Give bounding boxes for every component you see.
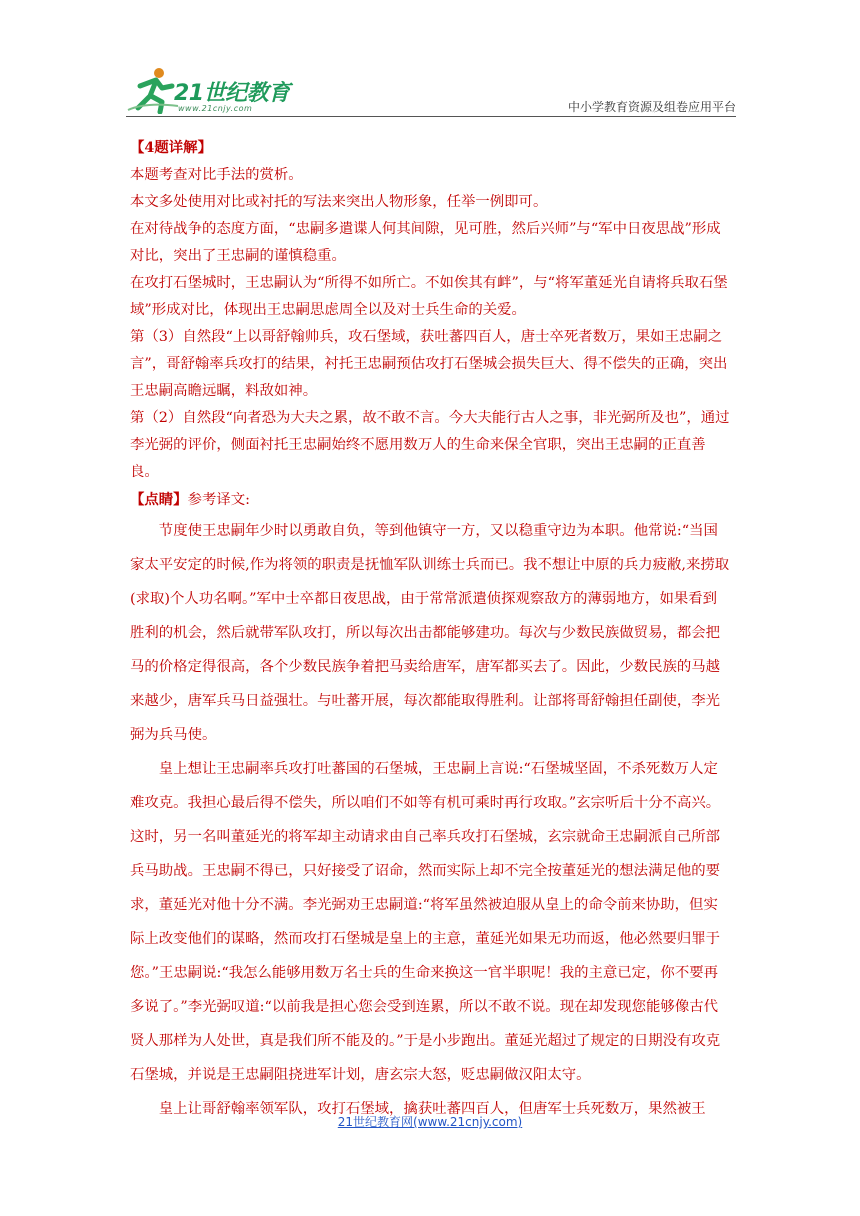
site-logo [126, 66, 296, 116]
logo-text: 21世纪教育 [174, 81, 290, 106]
logo-url: www.21cnjy.com [178, 104, 253, 113]
translation-paragraph: 节度使王忠嗣年少时以勇敢自负，等到他镇守一方，又以稳重守边为本职。他常说:“当国家太平安定的时候,作为将领的职责是抚恤军队训练士兵而已。我不想让中原的兵力疲敝,来捞取(求取)个人功名啊。”军中士卒都日夜思战，由于常常派遣侦探观察敌方的薄弱地方，如果看到胜利的机会，然后就带军队攻打，所以每次出击都能够建功。每次与少数民族做贸易，都会把马的价格定得很高，各个少数民族争着把马卖给唐军，唐军都买去了。因此，少数民族的马越来越少，唐军兵马日益强壮。与吐蕃开展，每次都能取得胜利。让部将哥舒翰担任副使，李光弼为兵马使。 [130, 523, 730, 743]
dianjing-text: 参考译文: [187, 492, 250, 508]
section-tag: 【点睛】 [130, 491, 188, 508]
section-tag: 【4题详解】 [130, 139, 212, 156]
header-divider [126, 116, 736, 117]
paragraph: 在攻打石堡城时，王忠嗣认为“所得不如所亡。不如俟其有衅”，与“将军董延光自请将兵取石堡域”形成对比，体现出王忠嗣思虑周全以及对士兵生命的关爱。 [130, 275, 728, 318]
paragraph: 在对待战争的态度方面，“忠嗣多遣谍人何其间隙，见可胜，然后兴师”与“军中日夜思战”形成对比，突出了王忠嗣的谨慎稳重。 [130, 221, 721, 264]
paragraph: 第（3）自然段“上以哥舒翰帅兵，攻石堡域，获吐蕃四百人，唐士卒死者数万，果如王忠嗣之言”，哥舒翰率兵攻打的结果，衬托王忠嗣预估攻打石堡城会损失巨大、得不偿失的正确，突出王忠嗣高瞻远瞩，料敌如神。 [130, 329, 728, 399]
translation-paragraph: 皇上想让王忠嗣率兵攻打吐蕃国的石堡城，王忠嗣上言说:“石堡城坚固，不杀死数万人定难攻克。我担心最后得不偿失，所以咱们不如等有机可乘时再行攻取。”玄宗听后十分不高兴。这时，另一名叫董延光的将军却主动请求由自己率兵攻打石堡城，玄宗就命王忠嗣派自己所部兵马助战。王忠嗣不得已，只好接受了诏命，然而实际上却不完全按董延光的想法满足他的要求，董延光对他十分不满。李光弼劝王忠嗣道:“将军虽然被迫服从皇上的命令前来协助，但实际上改变他们的谋略，然而攻打石堡城是皇上的主意，董延光如果无功而返，他必然要归罪于您。”王忠嗣说:“我怎么能够用数万名士兵的生命来换这一官半职呢！我的主意已定，你不要再多说了。”李光弼叹道:“以前我是担心您会受到连累，所以不敢不说。现在却发现您能够像古代贤人那样为人处世，真是我们所不能及的。”于是小步跑出。董延光超过了规定的日期没有攻克石堡城，并说是王忠嗣阻挠进军计划，唐玄宗大怒，贬忠嗣做汉阳太守。 [130, 761, 721, 1083]
question-4-heading [130, 134, 730, 162]
footer-link[interactable]: 21世纪教育网(www.21cnjy.com) [337, 1115, 523, 1129]
translation-paragraph: 皇上让哥舒翰率领军队，攻打石堡域，擒获吐蕃四百人，但唐军士兵死数万，果然被王 [158, 1101, 706, 1117]
page-header [126, 66, 736, 118]
paragraph: 本题考查对比手法的赏析。 [130, 167, 303, 183]
document-body [130, 134, 730, 1126]
paragraph: 第（2）自然段“向者恐为大夫之累，故不敢不言。今大夫能行古人之事，非光弼所及也”，通过李光弼的评价，侧面衬托王忠嗣始终不愿用数万人的生命来保全官职，突出王忠嗣的正直善良。 [130, 410, 730, 480]
platform-name: 中小学教育资源及组卷应用平台 [567, 100, 736, 114]
dianjing-heading [130, 486, 730, 514]
paragraph: 本文多处使用对比或衬托的写法来突出人物形象，任举一例即可。 [130, 194, 548, 210]
